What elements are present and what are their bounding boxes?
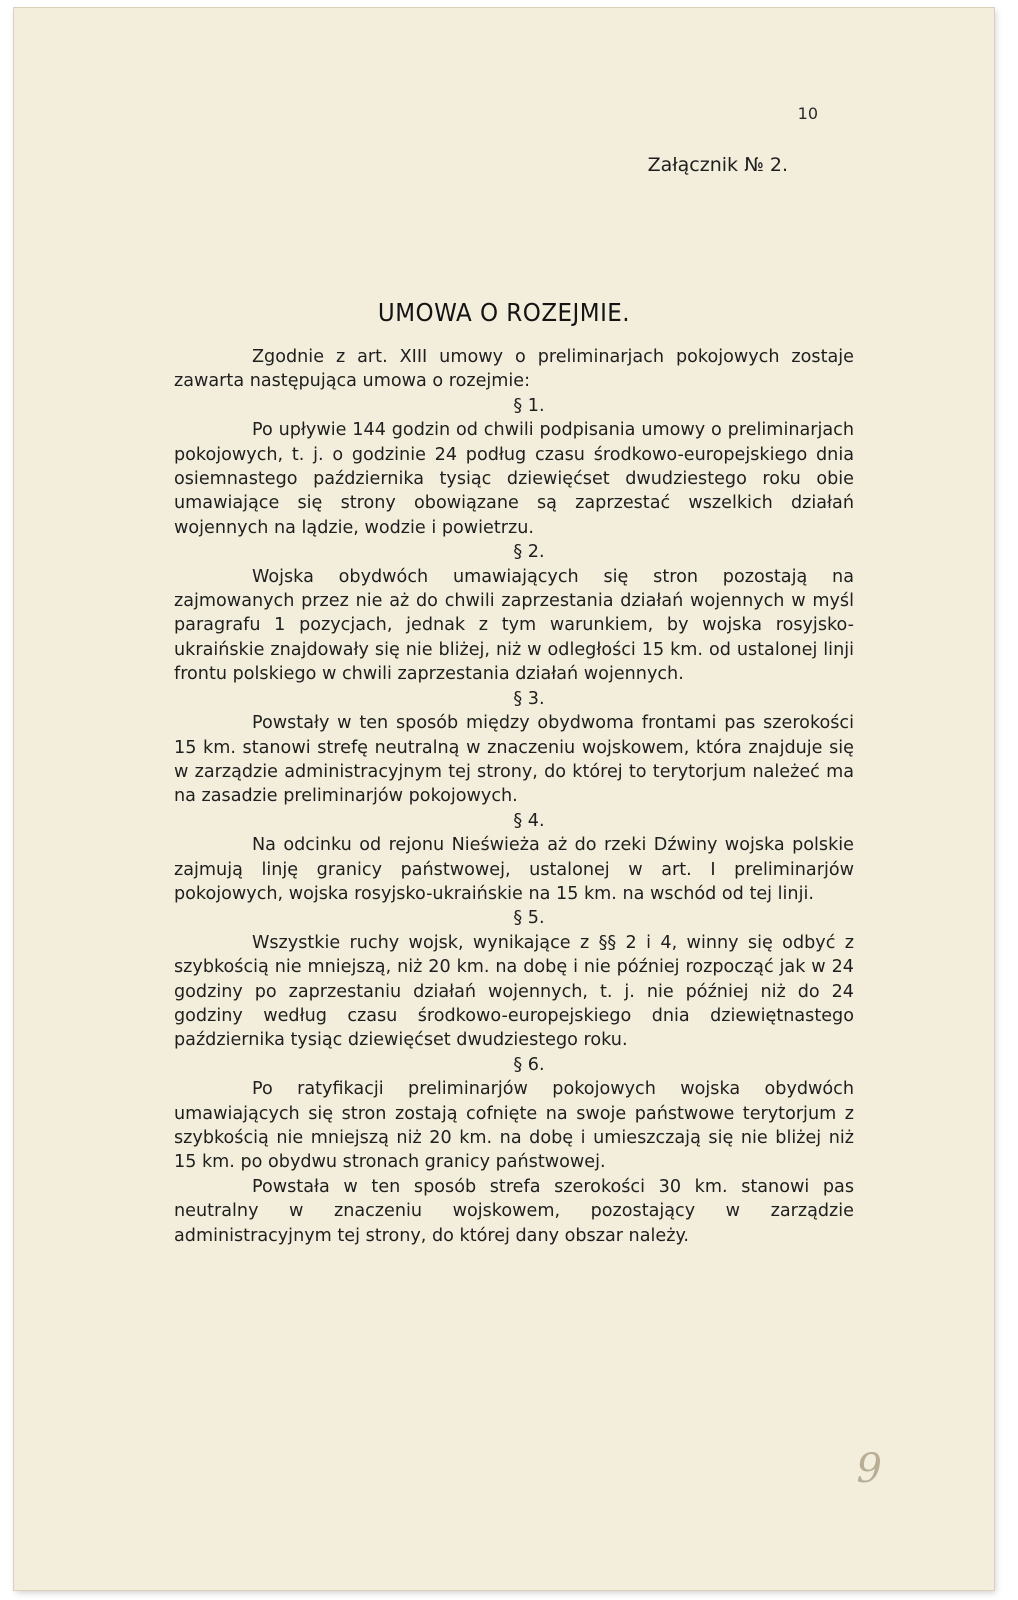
intro-paragraph: Zgodnie z art. XIII umowy o preliminarjach pokojowych zostaje zawarta następująca umowa o rozejmie: [174, 347, 854, 392]
section-mark: § 1. [513, 395, 545, 416]
section-3 [174, 687, 854, 809]
section-paragraph: Po upływie 144 godzin od chwili podpisania umowy o preliminarjach pokojowych, t. j. o godzinie 24 podług czasu środkowo-europejskiego dnia osiemnastego października tysiąc dziewięćset dwudziestego roku obie umawiające się strony obowiązane są zaprzestać wszelkich działań wojennych na lądzie, wodzie i powietrzu. [174, 420, 854, 538]
section-4 [174, 809, 854, 907]
section-paragraph: Na odcinku od rejonu Nieświeża aż do rzeki Dźwiny wojska polskie zajmują linję granicy państwowej, ustalonej w art. I preliminarjów pokojowych, wojska rosyjsko-ukraińskie na 15 km. na wschód od tej linji. [174, 835, 854, 904]
section-2 [174, 540, 854, 686]
section-6 [174, 1053, 854, 1248]
section-mark: § 2. [513, 542, 545, 563]
section-paragraph: Powstały w ten sposób między obydwoma frontami pas szerokości 15 km. stanowi strefę neutralną w znaczeniu wojskowem, która znajduje się w zarządzie administracyjnym tej strony, do której to terytorjum należeć ma na zasadzie preliminarjów pokojowych. [174, 713, 854, 807]
document-page [14, 8, 994, 1590]
page-number: 10 [797, 104, 818, 123]
section-mark: § 6. [513, 1054, 545, 1075]
section-paragraph: Wszystkie ruchy wojsk, wynikające z §§ 2 i 4, winny się odbyć z szybkością nie mniejszą, niż 20 km. na dobę i nie później rozpocząć jak w 24 godziny po zaprzestaniu działań wojennych, t. j. nie później niż do 24 godziny według czasu środkowo-europejskiego dnia dziewiętnastego października tysiąc dziewięćset dwudziestego roku. [174, 932, 854, 1051]
section-5 [174, 906, 854, 1052]
document-body [174, 345, 854, 1248]
section-paragraph: Powstała w ten sposób strefa szerokości 30 km. stanowi pas neutralny w znaczeniu wojskowem, pozostający w zarządzie administracyjnym tej strony, do której dany obszar należy. [174, 1176, 854, 1246]
section-paragraph: Po ratyfikacji preliminarjów pokojowych wojska obydwóch umawiających się stron zostają cofnięte na swoje państwowe terytorjum z szybkością nie mniejszą niż 20 km. na dobę i umieszczają się nie bliżej niż 15 km. po obydwu stronach granicy państwowej. [174, 1079, 854, 1173]
section-paragraph: Wojska obydwóch umawiających się stron pozostają na zajmowanych przez nie aż do chwili zaprzestania działań wojennych w myśl paragrafu 1 pozycjach, jednak z tym warunkiem, by wojska rosyjsko-ukraińskie znajdowały się nie bliżej, niż w odległości 15 km. od ustalonej linji frontu polskiego w chwili zaprzestania działań wojennych. [174, 566, 854, 685]
section-mark: § 4. [513, 810, 545, 831]
handwritten-page-number: 9 [856, 1446, 882, 1492]
annex-label: Załącznik № 2. [647, 154, 788, 176]
document-title: UMOWA O ROZEJMIE. [377, 298, 631, 327]
section-mark: § 3. [513, 688, 545, 709]
section-mark: § 5. [513, 908, 545, 929]
section-1 [174, 394, 854, 540]
